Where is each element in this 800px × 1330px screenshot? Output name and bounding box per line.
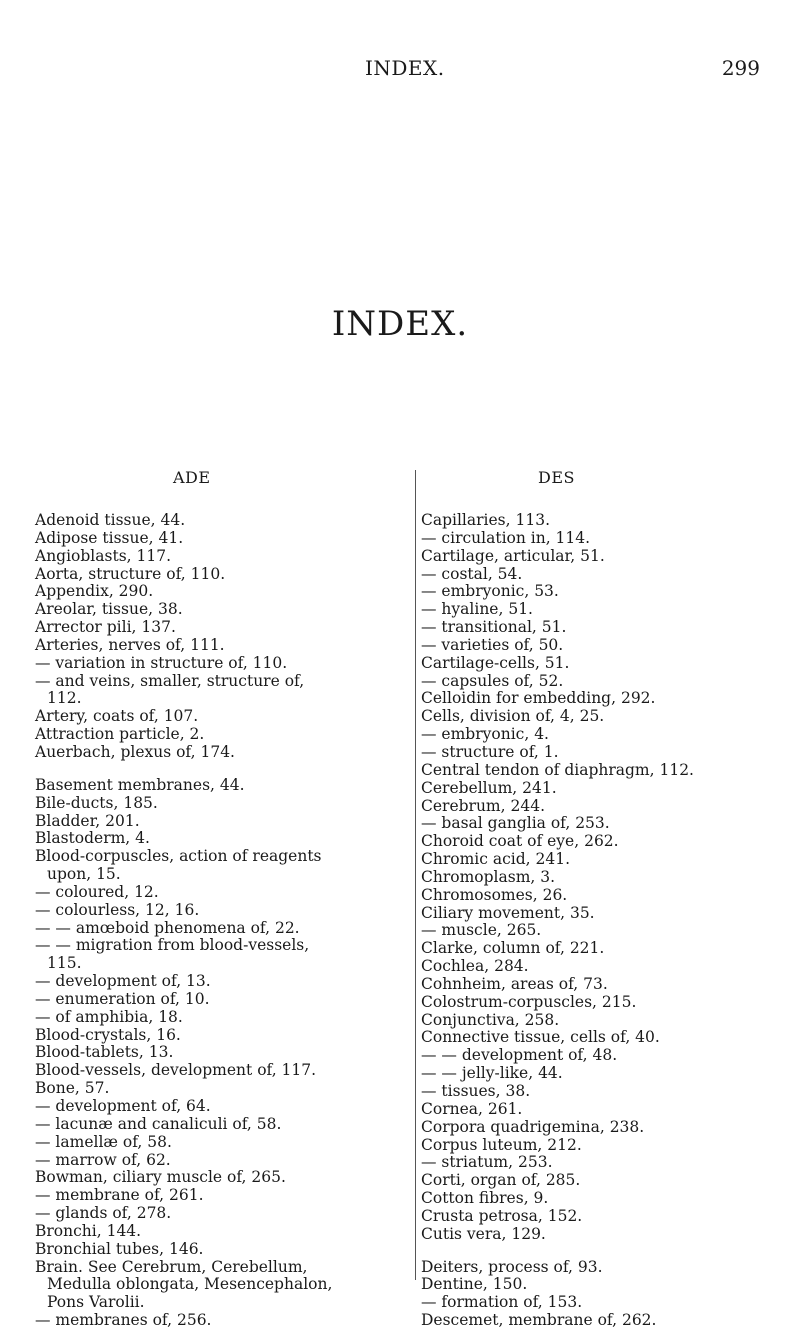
index-entry: Clarke, column of, 221. xyxy=(421,939,605,958)
index-entry: Cornea, 261. xyxy=(421,1099,523,1118)
index-entry: Ciliary movement, 35. xyxy=(421,903,595,922)
index-entry: 112. xyxy=(47,689,82,708)
index-entry: Chromosomes, 26. xyxy=(421,885,568,904)
index-entry: Bone, 57. xyxy=(35,1079,110,1098)
index-entry: — tissues, 38. xyxy=(421,1082,531,1100)
index-entry: Cochlea, 284. xyxy=(421,957,529,976)
index-entry: Appendix, 290. xyxy=(35,582,154,601)
index-entry: — — migration from blood-vessels, xyxy=(35,936,310,955)
index-entry: Cotton fibres, 9. xyxy=(421,1189,549,1208)
index-entry: 115. xyxy=(47,954,82,973)
index-entry: Cerebrum, 244. xyxy=(421,796,545,815)
index-entry: upon, 15. xyxy=(47,865,121,884)
index-entry: Blood-tablets, 13. xyxy=(35,1043,174,1062)
index-entry: Cerebellum, 241. xyxy=(421,778,557,797)
index-entry: Dentine, 150. xyxy=(421,1275,528,1294)
index-entry: — capsules of, 52. xyxy=(421,671,564,690)
column-divider xyxy=(415,470,416,1280)
running-head xyxy=(0,56,800,86)
index-entry: Arrector pili, 137. xyxy=(35,618,176,637)
index-entry: — — jelly-like, 44. xyxy=(421,1064,563,1083)
right-index-column xyxy=(421,512,796,1330)
index-entry: Choroid coat of eye, 262. xyxy=(421,832,619,851)
index-entry: Colostrum-corpuscles, 215. xyxy=(421,992,637,1011)
index-entry: Pons Varolii. xyxy=(47,1293,145,1312)
left-column-heading: ADE xyxy=(173,468,211,487)
index-entry: — glands of, 278. xyxy=(35,1204,172,1223)
left-index-column xyxy=(35,512,415,1330)
index-entry: — colourless, 12, 16. xyxy=(35,900,200,919)
index-entry: — membranes of, 256. xyxy=(35,1311,212,1330)
index-entry: Cohnheim, areas of, 73. xyxy=(421,974,608,993)
index-entry: Arteries, nerves of, 111. xyxy=(35,635,225,654)
index-entry: — varieties of, 50. xyxy=(421,635,564,654)
index-entry: — embryonic, 53. xyxy=(421,582,559,601)
index-entry: — marrow of, 62. xyxy=(35,1150,171,1169)
index-entry: — muscle, 265. xyxy=(421,921,542,940)
index-entry: Cells, division of, 4, 25. xyxy=(421,707,605,726)
index-entry: Celloidin for embedding, 292. xyxy=(421,689,656,708)
index-entry: Bronchi, 144. xyxy=(35,1221,142,1240)
index-entry: Conjunctiva, 258. xyxy=(421,1010,560,1029)
index-entry: Blood-crystals, 16. xyxy=(35,1025,181,1044)
index-entry: Areolar, tissue, 38. xyxy=(35,600,183,619)
index-entry: — of amphibia, 18. xyxy=(35,1007,183,1026)
index-entry: Auerbach, plexus of, 174. xyxy=(35,742,235,761)
index-entry: Chromic acid, 241. xyxy=(421,850,571,869)
index-entry: — striatum, 253. xyxy=(421,1153,553,1172)
index-entry: — transitional, 51. xyxy=(421,618,567,637)
index-entry: — costal, 54. xyxy=(421,564,523,583)
index-entry: — — development of, 48. xyxy=(421,1046,618,1065)
index-entry: Descemet, membrane of, 262. xyxy=(421,1311,657,1330)
index-entry: Artery, coats of, 107. xyxy=(35,707,199,726)
index-entry: Bile-ducts, 185. xyxy=(35,793,158,812)
running-title: INDEX. xyxy=(365,56,445,80)
index-entry: Basement membranes, 44. xyxy=(35,775,245,794)
page-number: 299 xyxy=(721,56,760,80)
index-entry: — hyaline, 51. xyxy=(421,600,533,619)
right-column-heading: DES xyxy=(538,468,575,487)
section-gap xyxy=(421,1244,796,1259)
index-entry: — enumeration of, 10. xyxy=(35,989,210,1008)
index-entry: Medulla oblongata, Mesencephalon, xyxy=(47,1275,333,1294)
index-entry: Blood-corpuscles, action of reagents xyxy=(35,847,322,866)
index-entry: Deiters, process of, 93. xyxy=(421,1257,603,1276)
index-entry: Aorta, structure of, 110. xyxy=(35,564,226,583)
index-entry: Adipose tissue, 41. xyxy=(35,528,184,547)
index-entry: Capillaries, 113. xyxy=(421,511,550,529)
index-entry: Adenoid tissue, 44. xyxy=(35,511,186,529)
index-entry: Blood-vessels, development of, 117. xyxy=(35,1061,317,1080)
index-entry: Central tendon of diaphragm, 112. xyxy=(421,760,694,779)
index-title: INDEX. xyxy=(331,304,469,344)
index-entry: Corpus luteum, 212. xyxy=(421,1135,582,1154)
index-entry: Cartilage, articular, 51. xyxy=(421,546,605,565)
index-entry: Crusta petrosa, 152. xyxy=(421,1206,583,1225)
index-entry: — — amœboid phenomena of, 22. xyxy=(35,918,300,937)
index-entry: — variation in structure of, 110. xyxy=(35,653,288,672)
index-entry: — membrane of, 261. xyxy=(35,1186,204,1205)
index-entry: — and veins, smaller, structure of, xyxy=(35,671,305,690)
index-entry: — formation of, 153. xyxy=(421,1293,583,1312)
section-gap xyxy=(35,762,415,777)
index-entry: Attraction particle, 2. xyxy=(35,725,205,744)
index-entry: Brain. See Cerebrum, Cerebellum, xyxy=(35,1257,308,1276)
index-entry: — lamellæ of, 58. xyxy=(35,1132,172,1151)
index-entry: Corpora quadrigemina, 238. xyxy=(421,1117,645,1136)
index-entry: Bladder, 201. xyxy=(35,811,140,830)
index-entry: — development of, 64. xyxy=(35,1097,211,1115)
index-entry: Cutis vera, 129. xyxy=(421,1224,546,1243)
index-entry: — coloured, 12. xyxy=(35,882,159,901)
index-entry: Angioblasts, 117. xyxy=(35,546,172,565)
index-entry: Cartilage-cells, 51. xyxy=(421,653,570,672)
index-entry: — circulation in, 114. xyxy=(421,528,591,547)
index-entry: — lacunæ and canaliculi of, 58. xyxy=(35,1114,282,1133)
index-entry: — embryonic, 4. xyxy=(421,725,549,744)
index-entry: Blastoderm, 4. xyxy=(35,829,150,848)
index-entry: — development of, 13. xyxy=(35,972,211,991)
index-entry: Corti, organ of, 285. xyxy=(421,1171,581,1190)
index-entry: — basal ganglia of, 253. xyxy=(421,814,610,833)
index-entry: Chromoplasm, 3. xyxy=(421,867,556,886)
index-entry: — structure of, 1. xyxy=(421,742,559,761)
index-entry: Connective tissue, cells of, 40. xyxy=(421,1028,660,1047)
index-entry: Bowman, ciliary muscle of, 265. xyxy=(35,1168,286,1187)
index-entry: Bronchial tubes, 146. xyxy=(35,1239,204,1258)
